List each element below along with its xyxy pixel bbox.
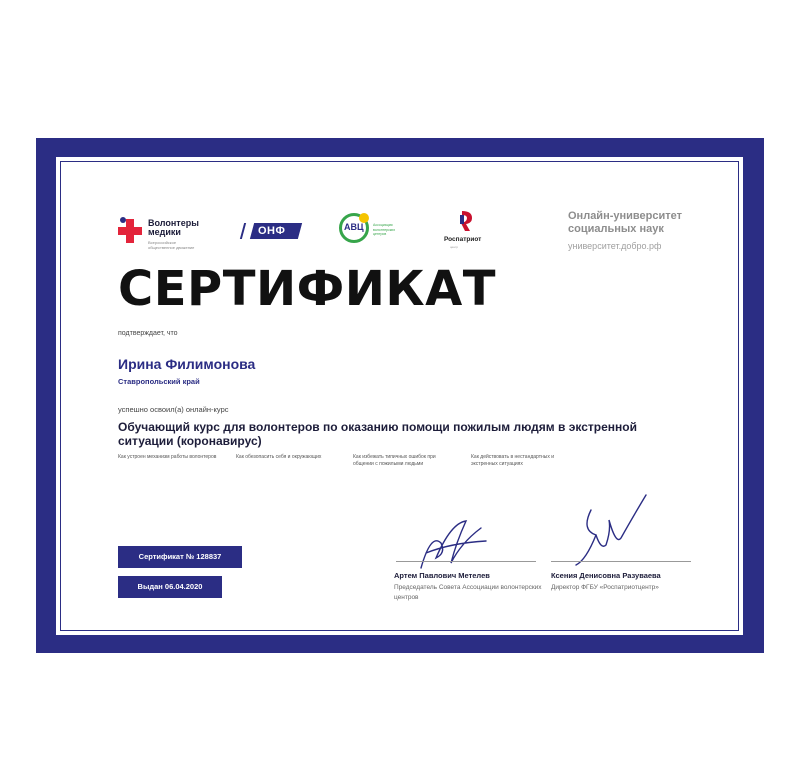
rospatriot-logo-text: Роспатриот xyxy=(444,236,482,243)
signature-1-line xyxy=(396,561,536,562)
signature-2-image xyxy=(571,490,661,570)
recipient-name: Ирина Филимонова xyxy=(118,356,256,372)
certificate-title: СЕРТИФИКАТ xyxy=(118,261,497,317)
university-site: университет.добро.рф xyxy=(568,241,662,251)
course-topic: Как избежать типичных ошибок при общении с пожилыми людьми xyxy=(353,454,436,467)
volunteers-logo-line1: Волонтеры xyxy=(148,218,199,228)
course-topic: Как обезопасить себя и окружающих xyxy=(236,454,322,460)
signer-1-name: Артем Павлович Метелев xyxy=(394,571,490,580)
volunteers-medics-logo xyxy=(118,217,204,249)
confirms-text: подтверждает, что xyxy=(118,330,178,337)
rospatriot-mark-icon xyxy=(458,209,474,233)
rospatriot-logo-sub: центр xyxy=(450,245,459,249)
onf-logo-text: ОНФ xyxy=(258,225,286,237)
course-topic: Как устроен механизм работы волонтеров xyxy=(118,454,217,460)
signer-2-role: Директор ФГБУ «Роспатриотцентр» xyxy=(551,584,659,591)
volunteers-logo-sub: Всероссийское общественное движение xyxy=(148,240,195,250)
course-title: Обучающий курс для волонтеров по оказанию помощи пожилым людям в экстренной ситуации (коронавирус) xyxy=(118,420,637,448)
avc-logo-sub: Ассоциация волонтерских центров xyxy=(373,223,396,236)
certificate-page xyxy=(56,157,743,635)
certificate-frame xyxy=(36,138,764,653)
rospatriot-logo xyxy=(444,209,490,249)
avc-logo-text: АВЦ xyxy=(344,222,364,232)
onf-logo xyxy=(242,223,302,239)
signature-2-line xyxy=(551,561,691,562)
signer-2-name: Ксения Денисовна Разуваева xyxy=(551,571,661,580)
logo-dot xyxy=(120,217,126,223)
completed-text: успешно освоил(а) онлайн-курс xyxy=(118,405,229,414)
signer-1-role: Председатель Совета Ассоциации волонтерских центров xyxy=(394,584,542,601)
university-name: Онлайн-университет социальных наук xyxy=(568,210,682,235)
signature-1-image xyxy=(411,513,491,573)
recipient-region: Ставропольский край xyxy=(118,377,200,386)
issue-date-badge: Выдан 06.04.2020 xyxy=(118,576,222,598)
volunteers-logo-line2: медики xyxy=(148,227,181,237)
avc-logo xyxy=(339,213,411,249)
certificate-number-badge: Сертификат № 128837 xyxy=(118,546,242,568)
course-topic: Как действовать в нестандартных и экстренных ситуациях xyxy=(471,454,555,467)
